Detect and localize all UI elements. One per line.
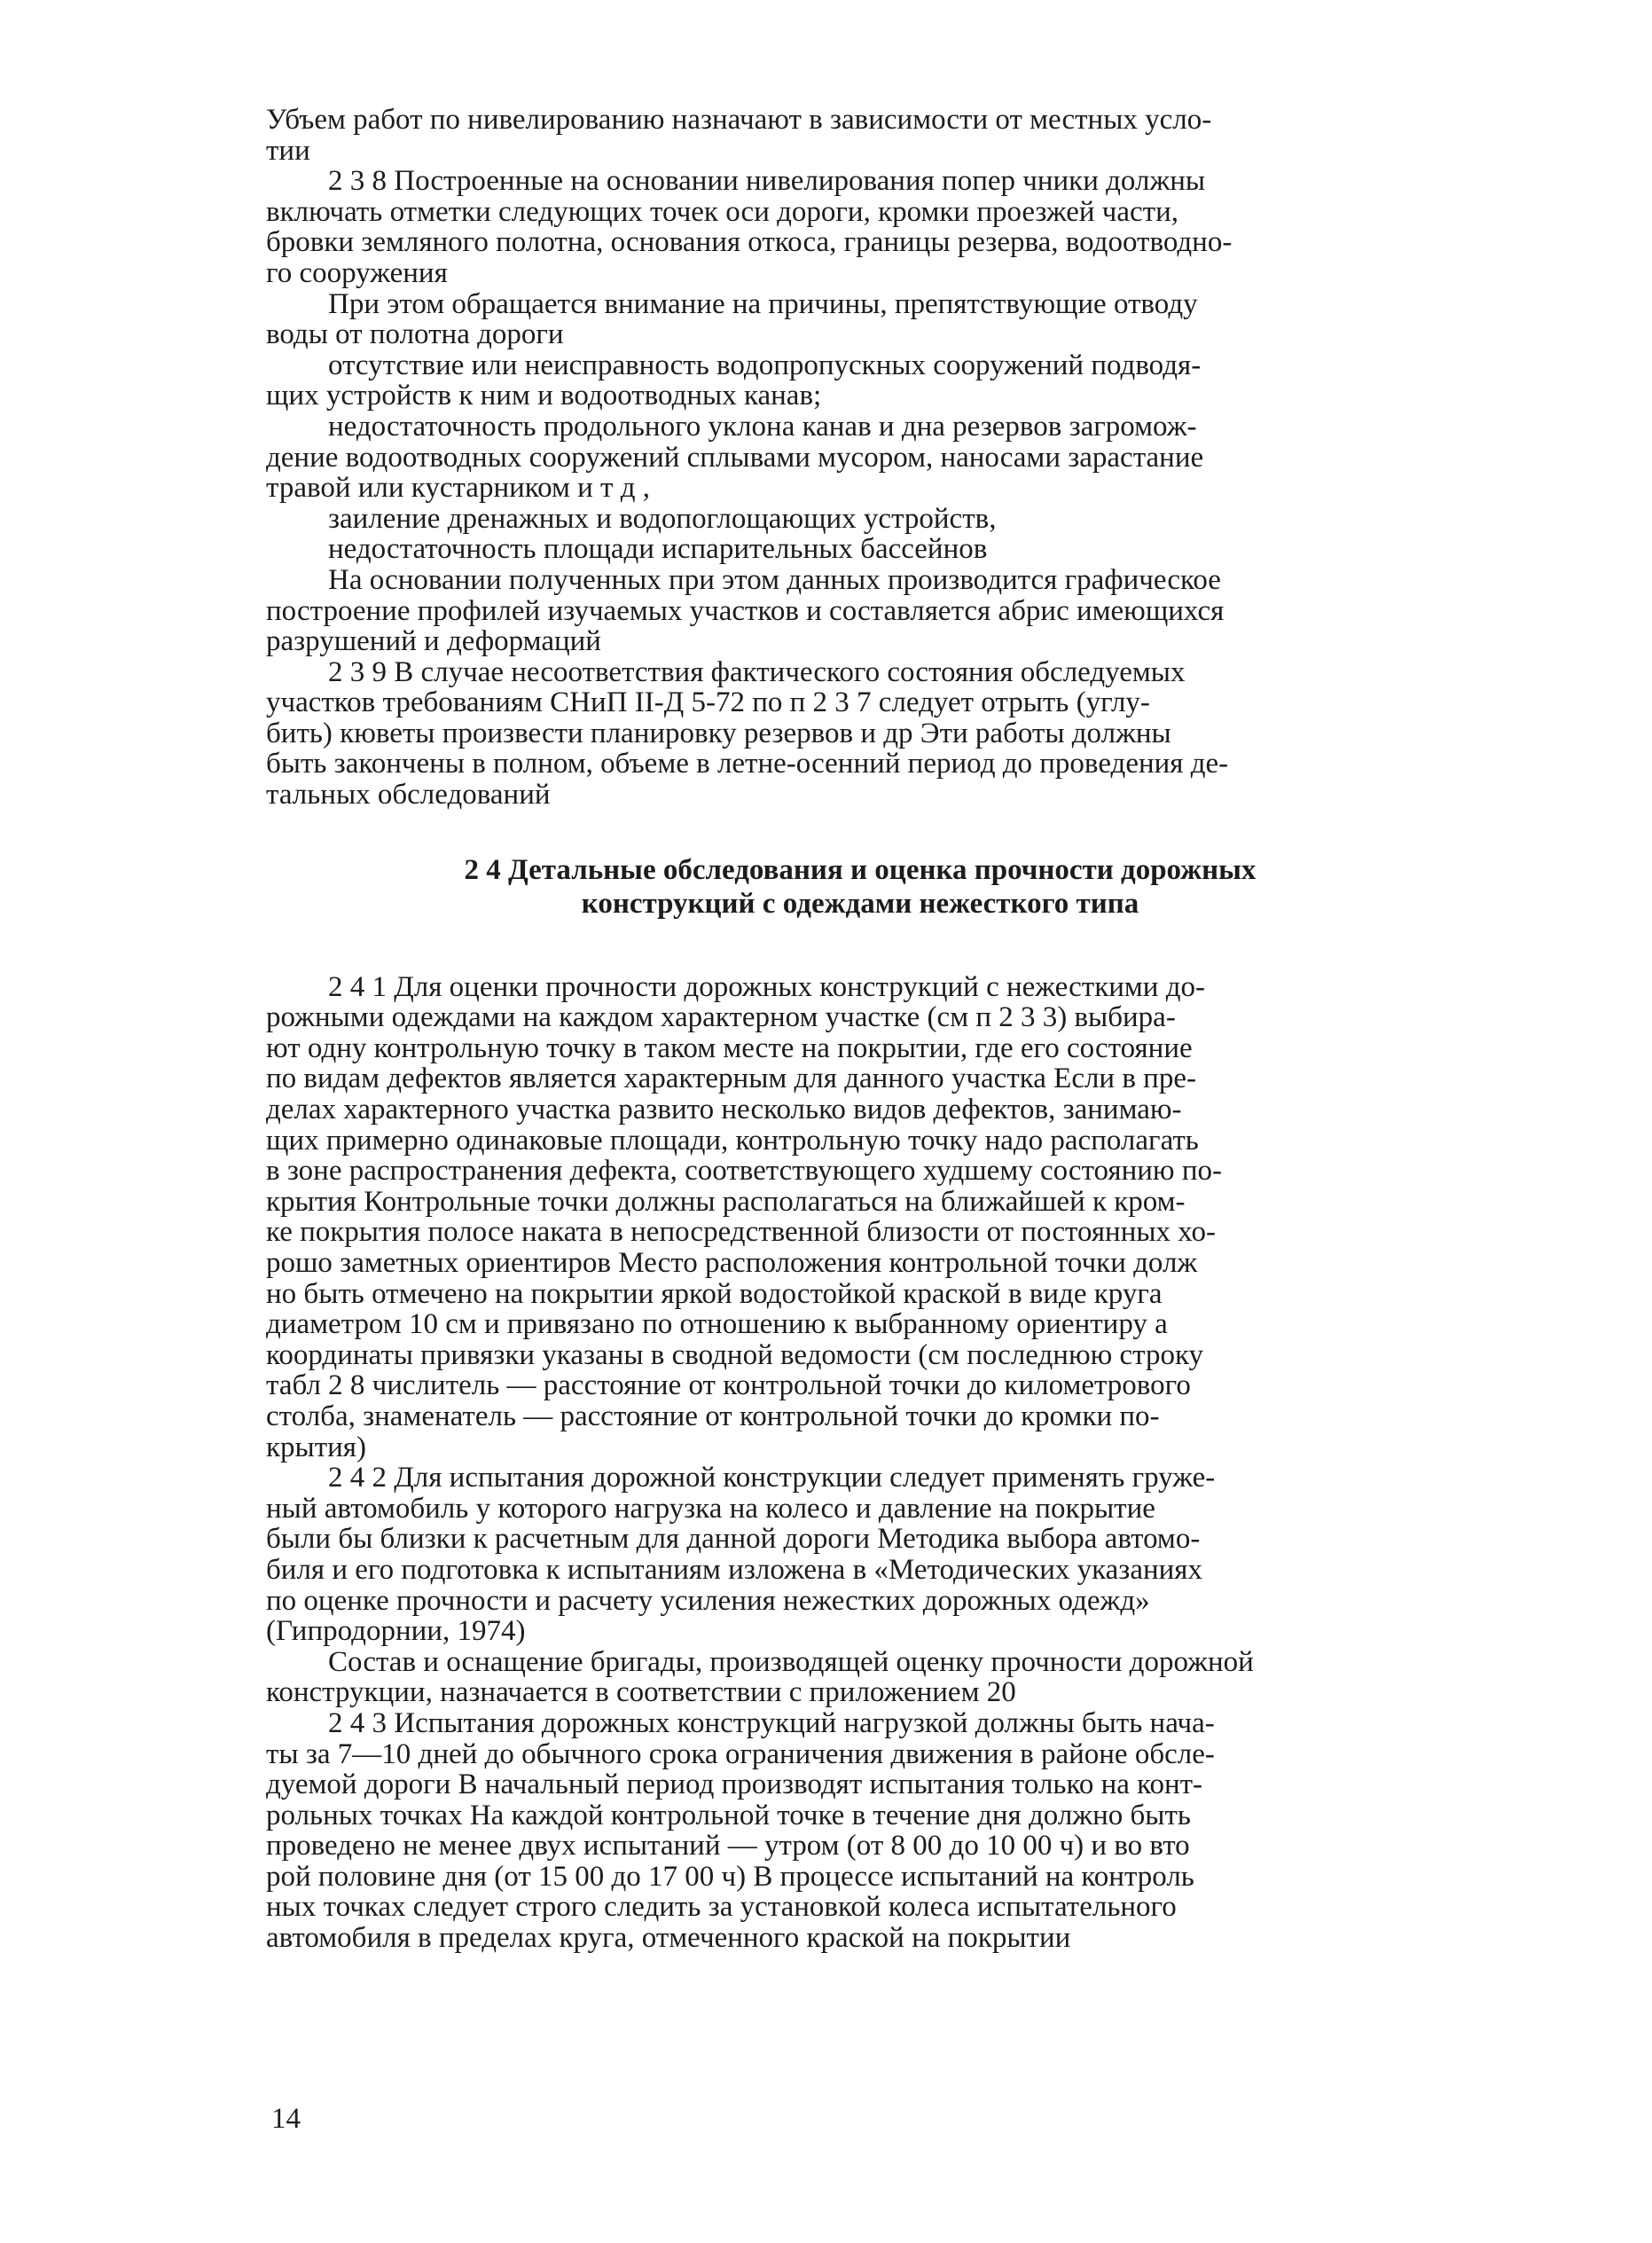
text-line: тии [266,135,310,167]
text-line: дение водоотводных сооружений сплывами мусором, наносами зарастание [266,442,1204,474]
text-line: диаметром 10 см и привязано по отношению к выбранному ориентиру а [266,1309,1168,1340]
text-line: Состав и оснащение бригады, производящей оценку прочности дорожной [328,1646,1254,1678]
list-item: заиление дренажных и водопоглощающих устройств, [328,503,997,535]
text-line: рожными одеждами на каждом характерном участке (см п 2 3 3) выбира- [266,1002,1176,1033]
text-line: рольных точках На каждой контрольной точке в течение дня должно быть [266,1800,1191,1831]
text-line: травой или кустарником и т д , [266,473,651,504]
text-line: тальных обследований [266,780,551,811]
text-line: При этом обращается внимание на причины, препятствующие отводу [328,288,1198,320]
text-line: по видам дефектов является характерным для данного участка Если в пре- [266,1063,1196,1095]
text-line: быть закончены в полном, объеме в летне-осенний период до проведения де- [266,749,1229,780]
text-line: рой половине дня (от 15 00 до 17 00 ч) В процессе испытаний на контроль [266,1861,1194,1893]
text-line: ют одну контрольную точку в таком месте на покрытии, где его состояние [266,1032,1193,1064]
section-heading-2-4 [266,853,1454,921]
text-line: столба, знаменатель — расстояние от контрольной точки до кромки по- [266,1400,1160,1432]
text-line: воды от полотна дороги [266,319,564,350]
text-line: в зоне распространения дефекта, соответствующего худшему состоянию по- [266,1156,1222,1187]
text-line: бровки земляного полотна, основания откоса, границы резерва, водоотводно- [266,227,1233,258]
document-page [266,105,1454,1954]
list-item: отсутствие или неисправность водопропускных сооружений подводя- [328,349,1202,381]
text-line: делах характерного участка развито несколько видов дефектов, занимаю- [266,1094,1182,1125]
text-line: го сооружения [266,257,448,289]
list-item: недостаточность площади испарительных бассейнов [328,534,988,565]
paragraph-2-3-9: 2 3 9 В случае несоответствия фактического состояния обследуемых [328,656,1186,688]
text-line: рошо заметных ориентиров Место расположения контрольной точки долж [266,1248,1198,1279]
text-line: крытия) [266,1431,366,1463]
text-line: Убъем работ по нивелированию назначают в зависимости от местных усло- [266,105,1212,136]
text-line: автомобиля в пределах круга, отмеченного краской на покрытии [266,1923,1071,1954]
text-line: участков требованиям СНиП ІІ-Д 5-72 по п 2 3 7 следует отрыть (углу- [266,687,1150,718]
list-item: недостаточность продольного уклона канав и дна резервов загромож- [328,411,1197,443]
text-line: конструкции, назначается в соответствии с приложением 20 [266,1677,1016,1708]
text-line: были бы близки к расчетным для данной дороги Методика выбора автомо- [266,1524,1201,1555]
paragraph-2-4-1: 2 4 1 Для оценки прочности дорожных конструкций с нежесткими до- [328,971,1205,1003]
heading-line: 2 4 Детальные обследования и оценка прочности дорожных [464,853,1257,886]
text-line: крытия Контрольные точки должны располагаться на ближайшей к кром- [266,1186,1186,1218]
text-line: щих устройств к ним и водоотводных канав; [266,380,822,412]
text-line: табл 2 8 числитель — расстояние от контрольной точки до километрового [266,1370,1191,1401]
text-line: но быть отмечено на покрытии яркой водостойкой краской в виде круга [266,1278,1163,1310]
text-line: построение профилей изучаемых участков и составляется абрис имеющихся [266,595,1225,627]
text-block-nivelirovanie [266,105,1454,811]
text-line: разрушений и деформаций [266,626,601,657]
text-line: проведено не менее двух испытаний — утром (от 8 00 до 10 00 ч) и во вто [266,1831,1190,1862]
paragraph-2-4-2: 2 4 2 Для испытания дорожной конструкции следует применять груже- [328,1463,1216,1494]
paragraph-2-3-8: 2 3 8 Построенные на основании нивелирования попер чники должны [328,166,1206,197]
text-line: бить) кюветы произвести планировку резервов и др Эти работы должны [266,718,1171,749]
text-block-section-2-4 [266,972,1454,1954]
heading-line: конструкций с одеждами нежесткого типа [581,887,1139,920]
text-line: включать отметки следующих точек оси дороги, кромки проезжей части, [266,196,1179,228]
text-line: ный автомобиль у которого нагрузка на колесо и давление на покрытие [266,1493,1155,1525]
text-line: координаты привязки указаны в сводной ведомости (см последнюю строку [266,1339,1204,1371]
text-line: дуемой дороги В начальный период производят испытания только на конт- [266,1769,1203,1800]
text-line: ты за 7—10 дней до обычного срока ограничения движения в районе обсле- [266,1738,1215,1770]
text-line: ных точках следует строго следить за установкой колеса испытательного [266,1892,1177,1924]
text-line: (Гипродорнии, 1974) [266,1616,526,1647]
text-line: щих примерно одинаковые площади, контрольную точку надо располагать [266,1125,1199,1157]
page-number: 14 [271,2103,301,2135]
paragraph-2-4-3: 2 4 3 Испытания дорожных конструкций нагрузкой должны быть нача- [328,1707,1215,1739]
text-line: ке покрытия полосе наката в непосредственной близости от постоянных хо- [266,1217,1217,1248]
text-line: биля и его подготовка к испытаниям изложена в «Методических указаниях [266,1554,1202,1586]
text-line: На основании полученных при этом данных производится графическое [328,564,1221,596]
text-line: по оценке прочности и расчету усиления нежестких дорожных одежд» [266,1585,1150,1617]
